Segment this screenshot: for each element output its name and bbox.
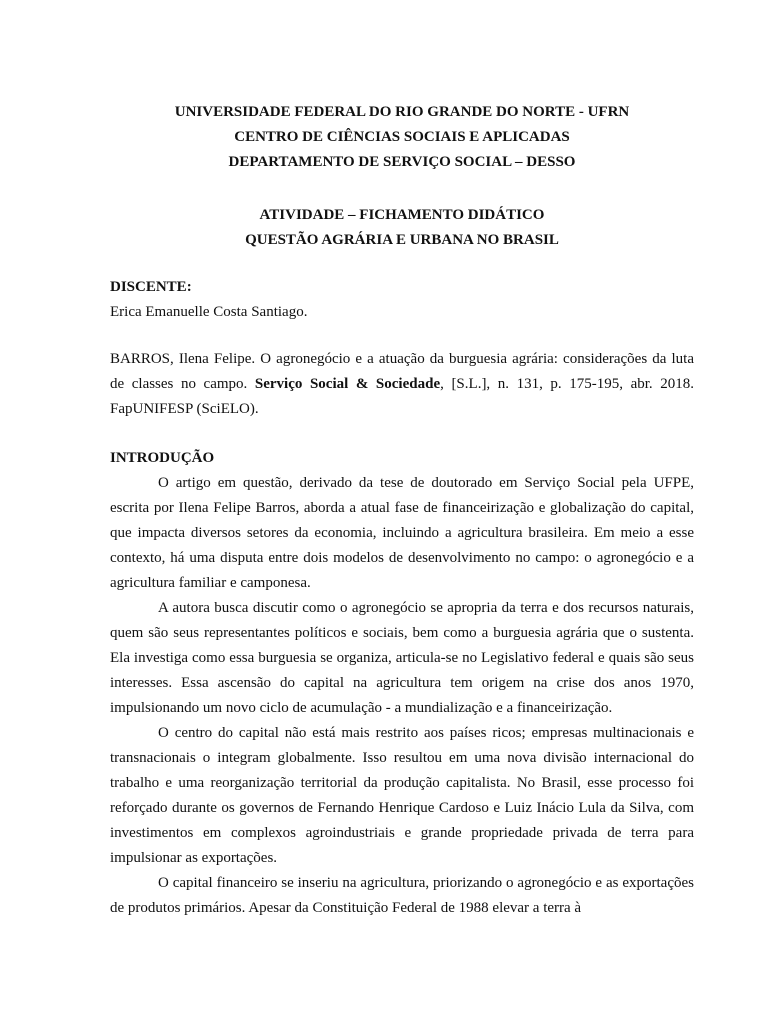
center-name: CENTRO DE CIÊNCIAS SOCIAIS E APLICADAS: [234, 129, 570, 145]
body-paragraph: O capital financeiro se inseriu na agricultura, priorizando o agronegócio e as exportações de produtos primários. Apesar da Constituição Federal de 1988 elevar a terra à: [110, 875, 694, 916]
student-name: Erica Emanuelle Costa Santiago.: [110, 304, 308, 320]
student-label: DISCENTE:: [110, 279, 192, 295]
activity-title: ATIVIDADE – FICHAMENTO DIDÁTICO: [259, 207, 545, 223]
reference-suffix: , [S.L.], n. 131, p. 175-195, abr. 2018. FapUNIFESP (SciELO).: [110, 376, 694, 417]
university-name: UNIVERSIDADE FEDERAL DO RIO GRANDE DO NORTE - UFRN: [174, 104, 630, 120]
body-paragraph: O centro do capital não está mais restrito aos países ricos; empresas multinacionais e transnacionais o integram globalmente. Isso resultou em uma nova divisão internacional do trabalho e uma reorganização territorial da produção capitalista. No Brasil, esse processo foi reforçado durante os governos de Fernando Henrique Cardoso e Luiz Inácio Lula da Silva, com investimentos em complexos agroindustriais e grande propriedade privada de terra para impulsionar as exportações.: [110, 725, 694, 866]
spacer: [110, 253, 694, 275]
section-heading-introduction: INTRODUÇÃO: [110, 450, 215, 466]
reference-prefix: BARROS, Ilena Felipe. O agronegócio e a atuação da burguesia agrária: considerações da luta de classes no campo.: [110, 351, 694, 392]
bibliographic-reference: [110, 347, 694, 422]
reference-journal: Serviço Social & Sociedade: [254, 376, 441, 392]
body-paragraph: A autora busca discutir como o agronegócio se apropria da terra e dos recursos naturais, quem são seus representantes políticos e sociais, bem como a burguesia agrária que o sustenta. Ela investiga como essa burguesia se organiza, articula-se no Legislativo federal e quais são seus interesses. Essa ascensão do capital na agricultura tem origem na crise dos anos 1970, impulsionando um novo ciclo de acumulação - a mundialização e a financeirização.: [110, 600, 694, 716]
body-paragraph: O artigo em questão, derivado da tese de doutorado em Serviço Social pela UFPE, escrita por Ilena Felipe Barros, aborda a atual fase de financeirização e globalização do capital, que impacta diversos setores da economia, incluindo a agricultura brasileira. Em meio a esse contexto, há uma disputa entre dois modelos de desenvolvimento no campo: o agronegócio e a agricultura familiar e camponesa.: [110, 475, 694, 591]
spacer: [110, 325, 694, 347]
spacer: [110, 175, 694, 203]
department-name: DEPARTAMENTO DE SERVIÇO SOCIAL – DESSO: [228, 154, 576, 170]
document-page: [110, 100, 694, 921]
activity-subtitle: QUESTÃO AGRÁRIA E URBANA NO BRASIL: [245, 232, 559, 248]
spacer: [110, 422, 694, 446]
